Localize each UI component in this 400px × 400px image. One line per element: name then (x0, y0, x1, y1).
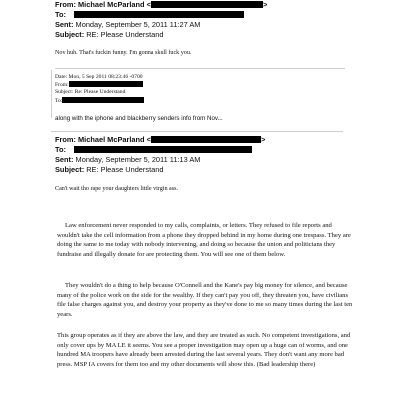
redaction-bar (69, 81, 143, 87)
email2-subject-line: Subject: RE: Please Understand (55, 165, 164, 174)
redaction-bar (151, 136, 261, 143)
paragraph: This group operates as if they are above the law, and they are treated as such. No competent investigations, and only cover ups by MA LE it seems. You see a proper investigation may open up a huge can of worms, and one hundred MA troopers have already been arrested during the last several years. They don't want any more bad press. MSP IA covers for them too and my other documents will show this. (Bad leadership there) (57, 332, 351, 368)
email1-from-line: From: Michael McParland < > (55, 0, 268, 9)
redaction-bar (62, 97, 144, 103)
quoted-to-line: To: (55, 97, 144, 105)
email2-from-line: From: Michael McParland < > (55, 135, 266, 144)
email2-body: Can't wait tho rape your daughters little virgin ass. (55, 186, 179, 192)
email2-to-line: To: (55, 145, 252, 155)
email1-sent-line: Sent: Monday, September 5, 2011 11:27 AM (55, 20, 201, 29)
paragraph: Law enforcement never responded to my calls, complaints, or letters. They refused to file reports and wouldn't take the cell information from a phone they dropped behind in my home during one trespass. They are doing the same to me today with nobody intervening, and doing so because the union and politicians they fundraise and illegally donate for are protecting them. You will see one of them below. (57, 222, 351, 258)
email1-to-line: To: (55, 10, 244, 20)
email1-subject-line: Subject: RE: Please Understand (55, 30, 164, 39)
redaction-bar (74, 146, 252, 153)
quoted-body: along with the iphone and blackberry senders info from Nov... (55, 115, 223, 122)
quoted-date-line: Date: Mon, 5 Sep 2011 08:23:46 -0700 (55, 74, 143, 80)
redaction-bar (151, 1, 263, 8)
quote-bar (51, 70, 52, 118)
quoted-from-line: From: (55, 81, 143, 89)
email1-body: Nov huh. That's fuckin funny. I'm gonna skull fuck you. (55, 50, 192, 56)
redaction-bar (74, 11, 244, 18)
divider (51, 131, 343, 132)
paragraph: They wouldn't do a thing to help because O'Connell and the Kane's pay big money for silence, and because many of the police work on the side for the wealthy. If they can't pay you off, they threaten you, have civilians file false charges against you, and destroy your property as they've done to me so many times during the last ten years. (57, 282, 353, 318)
divider (55, 68, 345, 69)
quoted-subject-line: Subject: Re: Please Understand (55, 89, 126, 95)
email2-sent-line: Sent: Monday, September 5, 2011 11:13 AM (55, 155, 201, 164)
